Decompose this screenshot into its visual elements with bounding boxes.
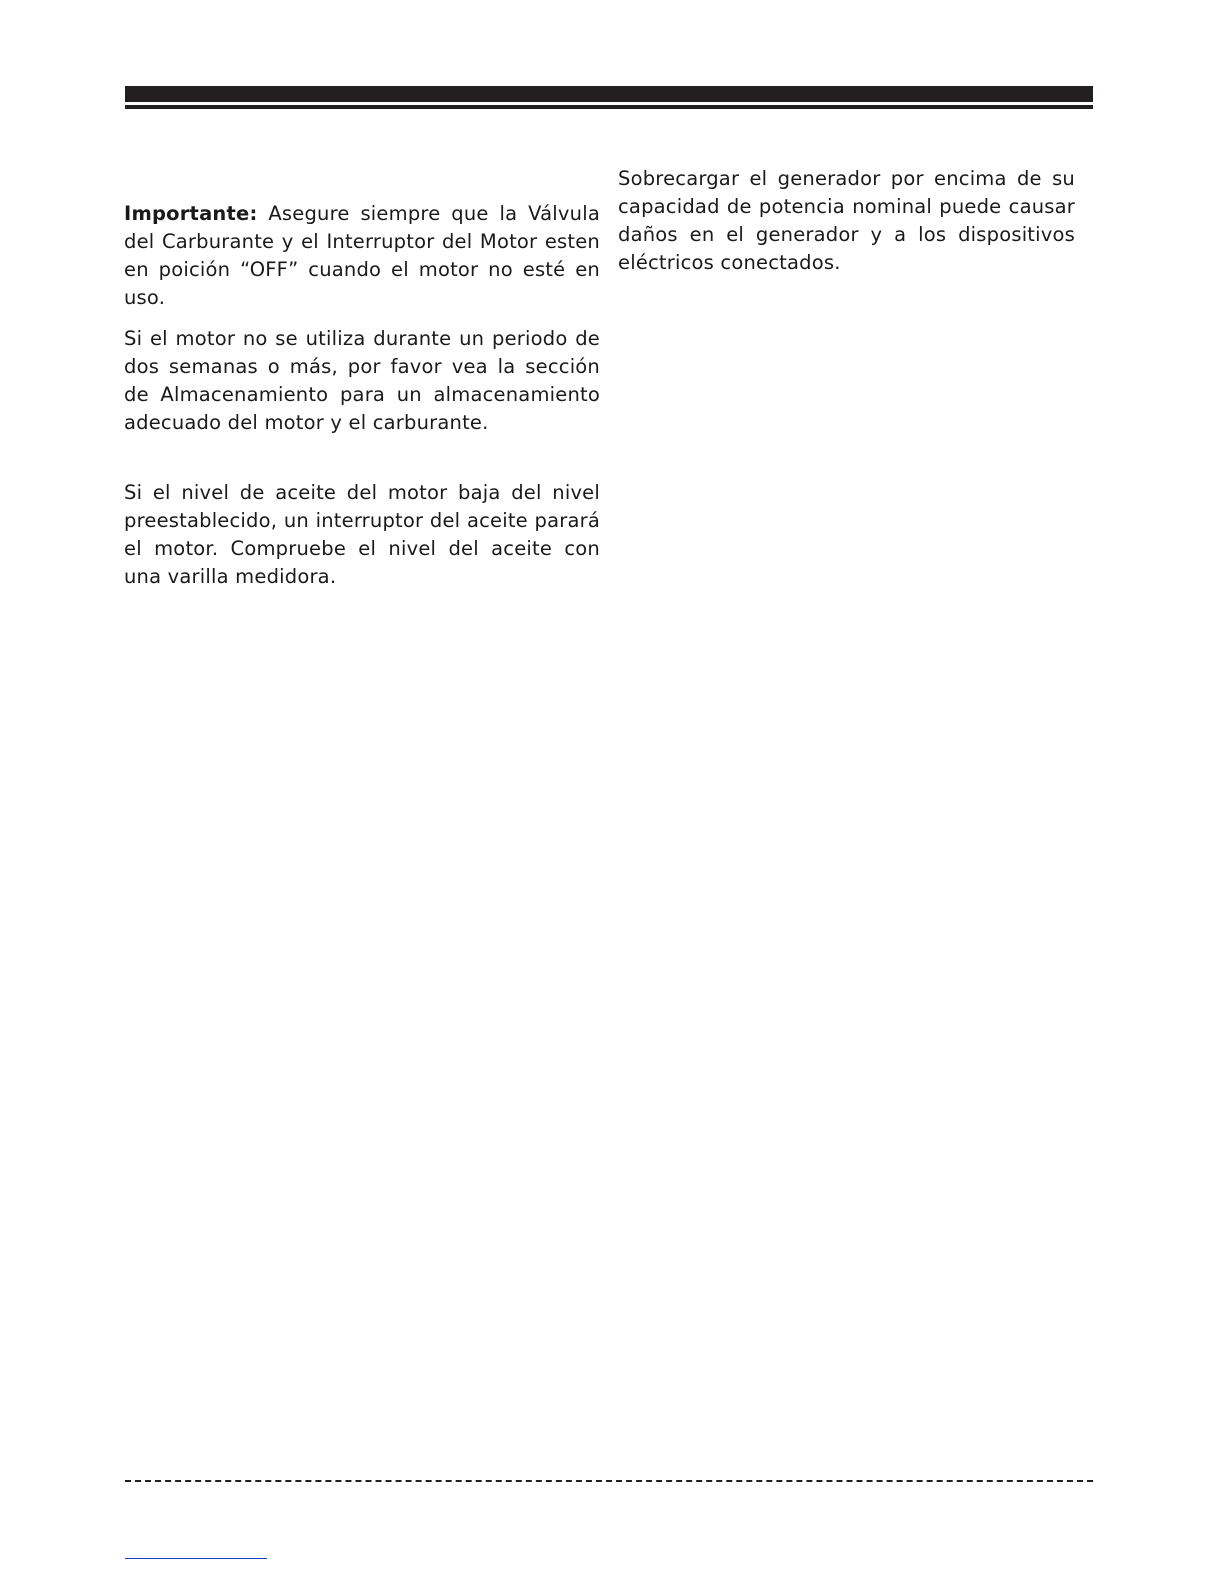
important-note-paragraph: [124, 200, 600, 312]
footer-dashed-rule: [125, 1480, 1093, 1482]
overload-paragraph: Sobrecargar el generador por encima de su capacidad de potencia nominal puede causar daños en el generador y a los dispositivos eléctricos conectados.: [618, 167, 1075, 274]
header-rule-thick: [125, 86, 1093, 102]
important-label: Importante:: [124, 202, 258, 225]
oil-level-paragraph: Si el nivel de aceite del motor baja del nivel preestablecido, un interruptor del aceite parará el motor. Compruebe el nivel del aceite con una varilla medidora.: [124, 481, 600, 588]
header-rule-thin: [125, 105, 1093, 109]
storage-paragraph: Si el motor no se utiliza durante un periodo de dos semanas o más, por favor vea la sección de Almacenamiento para un almacenamiento adecuado del motor y el carburante.: [124, 327, 600, 434]
footer-underline: [125, 1558, 267, 1559]
important-note-text: Asegure siempre que la Válvula del Carburante y el Interruptor del Motor esten en poición “OFF” cuando el motor no esté en uso.: [124, 202, 600, 309]
